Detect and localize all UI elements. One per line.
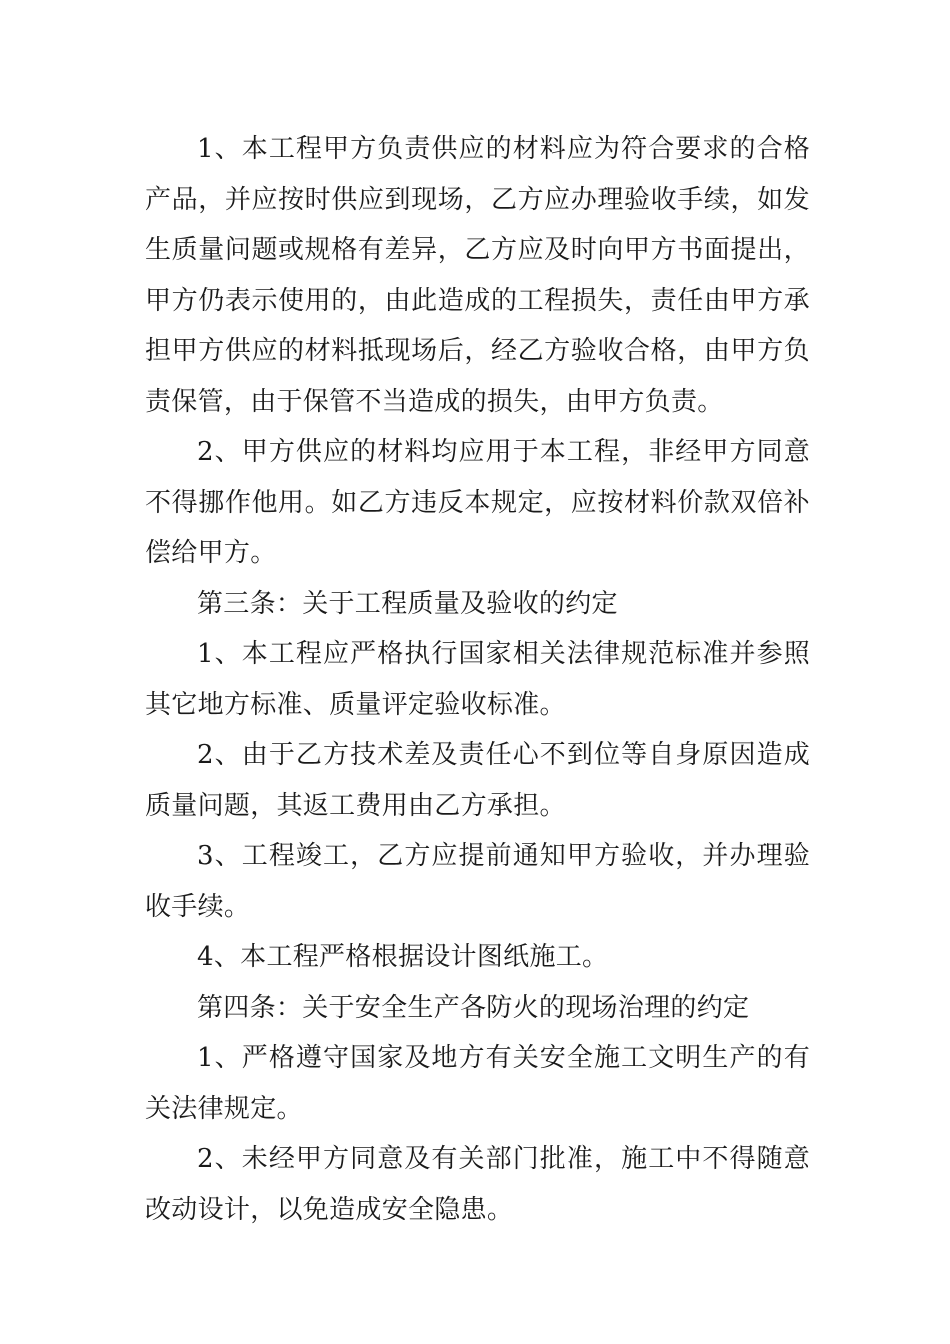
paragraph-safety-laws: 1、严格遵守国家及地方有关安全施工文明生产的有关法律规定。 [145,1043,810,1124]
paragraph-quality-standards: 1、本工程应严格执行国家相关法律规范标准并参照其它地方标准、质量评定验收标准。 [145,639,810,720]
section-heading-article-4: 第四条：关于安全生产各防火的现场治理的约定 [197,992,750,1023]
paragraph-material-quality: 1、本工程甲方负责供应的材料应为符合要求的合格产品，并应按时供应到现场，乙方应办理验收手续，如发生质量问题或规格有差异，乙方应及时向甲方书面提出，甲方仍表示使用的，由此造成的工程损失，责任由甲方承担甲方供应的材料抵现场后，经乙方验收合格，由甲方负责保管，由于保管不当造成的损失，由甲方负责。 [145,134,810,417]
paragraph-completion-acceptance: 3、工程竣工，乙方应提前通知甲方验收，并办理验收手续。 [145,841,810,922]
paragraph-material-usage: 2、甲方供应的材料均应用于本工程，非经甲方同意不得挪作他用。如乙方违反本规定，应按材料价款双倍补偿给甲方。 [145,437,810,568]
paragraph-design-drawings: 4、本工程严格根据设计图纸施工。 [197,942,609,972]
paragraph-design-changes: 2、未经甲方同意及有关部门批准，施工中不得随意改动设计，以免造成安全隐患。 [145,1144,810,1225]
section-heading-article-3: 第三条：关于工程质量及验收的约定 [197,588,618,619]
document-body [145,124,810,1235]
paragraph-rework-cost: 2、由于乙方技术差及责任心不到位等自身原因造成质量问题，其返工费用由乙方承担。 [145,740,810,821]
